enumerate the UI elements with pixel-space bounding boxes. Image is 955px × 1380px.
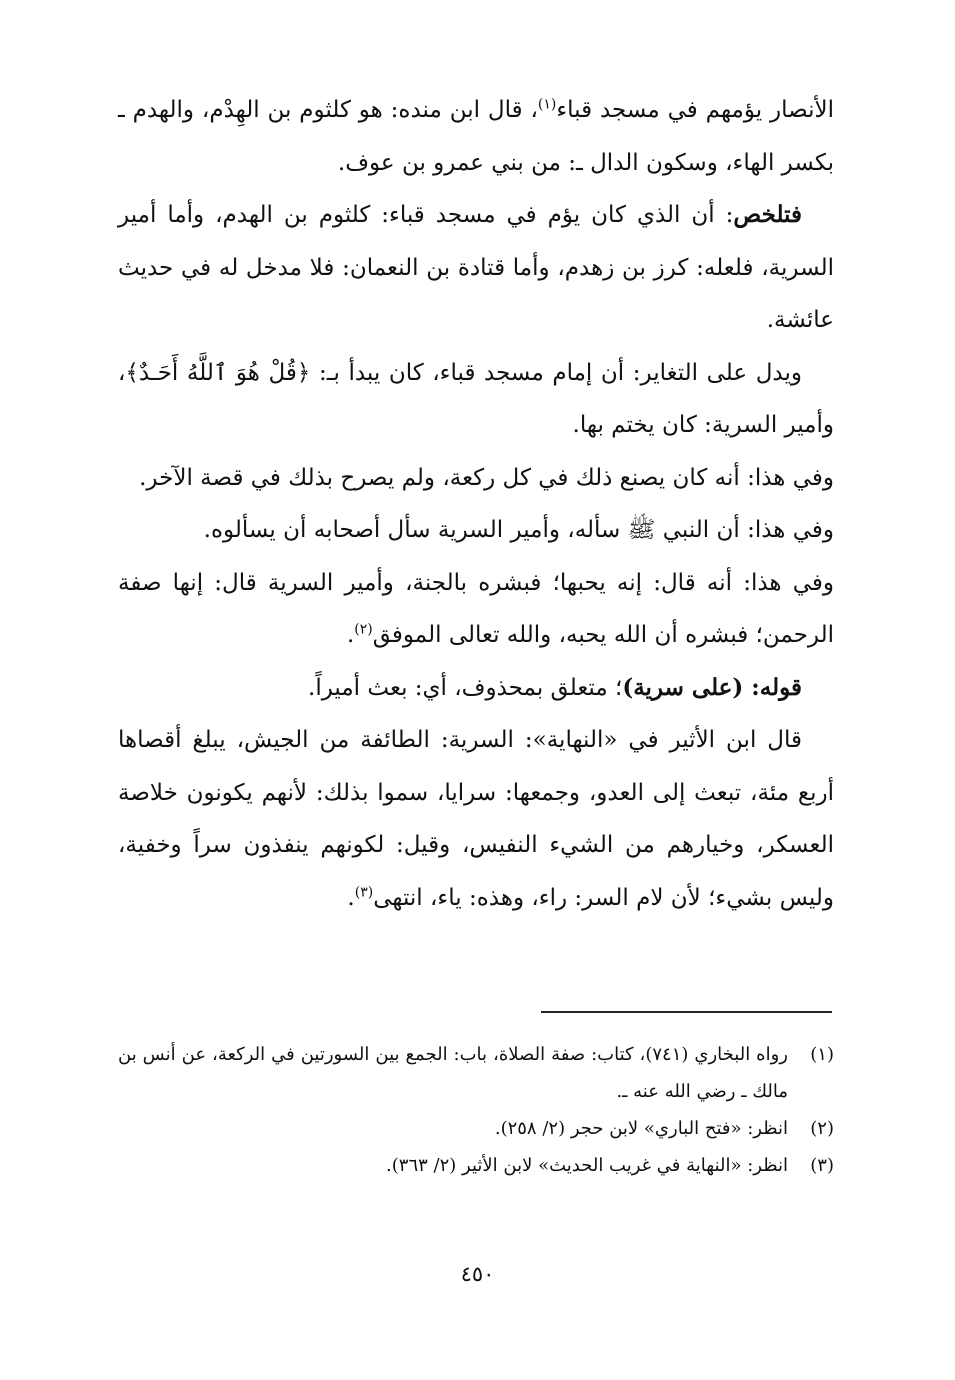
- text-span: قال ابن الأثير في «النهاية»: السرية: الطائفة من الجيش، يبلغ أقصاها أربع مئة، تبعث إلى العدو، وجمعها: سرايا، سموا بذلك: لأنهم يكونون خلاصة العسكر، وخيارهم من الشيء النفيس، وقيل: لكونهم ينفذون سراً وخفية، وليس بشيء؛ لأن لام السر: راء، وهذه: ياء، انتهى: [118, 727, 834, 911]
- footnote-number: (١): [810, 1044, 834, 1065]
- footnote-text: انظر: «النهاية في غريب الحديث» لابن الأثير (٢/ ٣٦٣).: [386, 1155, 788, 1176]
- footnote: [118, 1036, 834, 1110]
- footnote: [118, 1147, 834, 1184]
- text-span: .: [346, 622, 355, 648]
- text-span: وفي هذا: أن النبي ﷺ سأله، وأمير السرية سأل أصحابه أن يسألوه.: [203, 517, 834, 543]
- paragraph: [118, 714, 834, 924]
- main-text: [118, 84, 834, 924]
- paragraph: [118, 84, 834, 189]
- paragraph: [118, 189, 834, 347]
- paragraph: [118, 662, 834, 715]
- footnote-ref: (٢): [354, 621, 373, 638]
- footnote-text: رواه البخاري (٧٤١)، كتاب: صفة الصلاة، باب: الجمع بين السورتين في الركعة، عن أنس بن مالك ـ رضي الله عنه ـ.: [118, 1044, 788, 1102]
- page-number: ٤٥٠: [460, 1262, 495, 1286]
- text-span: : أن الذي كان يؤم في مسجد قباء: كلثوم بن الهدم، وأما أمير السرية، فلعله: كرز بن زهدم، وأما قتادة بن النعمان: فلا مدخل له في حديث عائشة.: [118, 202, 834, 333]
- text-span: ويدل على التغاير: أن إمام مسجد قباء، كان يبدأ بـ: ﴿قُلْ هُوَ ٱللَّهُ أَحَـدٌ﴾، وأمير السرية: كان يختم بها.: [118, 359, 834, 438]
- footnote-number: (٢): [810, 1118, 834, 1139]
- paragraph: [118, 452, 834, 505]
- bold-lead: فتلخص: [733, 201, 802, 228]
- footnote-ref: (٣): [354, 883, 374, 900]
- text-span: ؛ متعلق بمحذوف، أي: بعث أميراً.: [308, 674, 623, 701]
- text-span: وفي هذا: أنه قال: إنه يحبها؛ فبشره بالجنة، وأمير السرية قال: إنها صفة الرحمن؛ فبشره أن الله يحبه، والله تعالى الموفق: [118, 569, 834, 648]
- footnote-number: (٣): [810, 1155, 834, 1176]
- text-span: .: [347, 884, 355, 911]
- bold-lead: قوله: (على سرية): [622, 673, 802, 701]
- text-span: الأنصار يؤمهم في مسجد قباء: [556, 97, 834, 123]
- paragraph: [118, 504, 834, 557]
- paragraph: [118, 347, 834, 452]
- paragraph: [118, 557, 834, 662]
- text-span: ، قال ابن منده: هو كلثوم بن الهِدْم، والهدم ـ بكسر الهاء، وسكون الدال ـ: من بني عمرو بن عوف.: [118, 97, 834, 176]
- footnote-ref: (١): [537, 96, 557, 113]
- footnote-text: انظر: «فتح الباري» لابن حجر (٢/ ٢٥٨).: [494, 1118, 788, 1139]
- footnotes: [118, 1036, 834, 1184]
- footnote-divider: [541, 1011, 832, 1013]
- footnote: [118, 1110, 834, 1147]
- text-span: وفي هذا: أنه كان يصنع ذلك في كل ركعة، ولم يصرح بذلك في قصة الآخر.: [139, 464, 834, 491]
